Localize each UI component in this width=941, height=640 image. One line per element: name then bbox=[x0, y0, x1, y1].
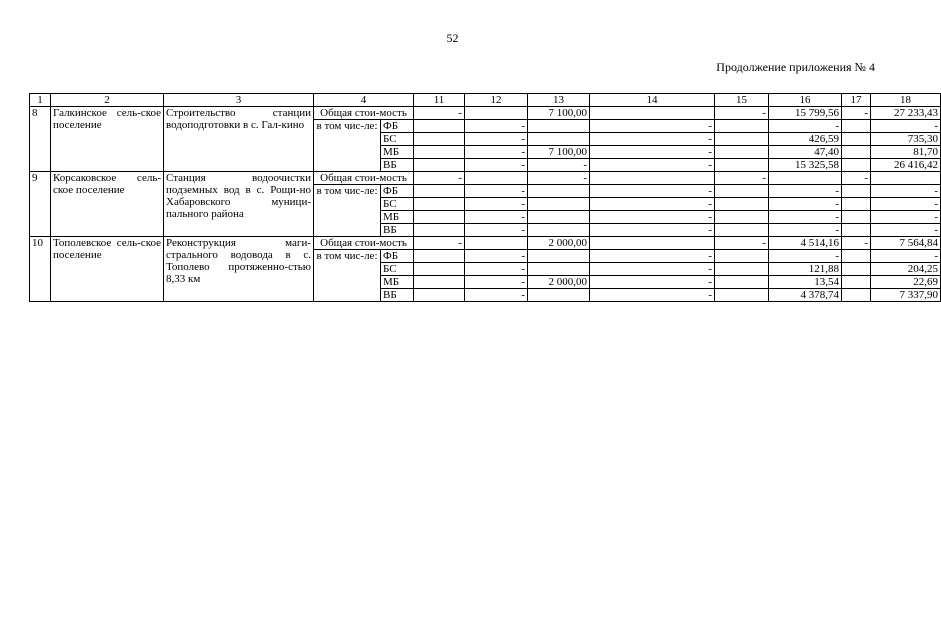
source-label-bs: БС bbox=[381, 263, 414, 276]
value-cell: - bbox=[590, 224, 715, 237]
value-cell: - bbox=[414, 172, 465, 185]
object-name: Станция водоочистки подземных вод в с. Рощи-но Хабаровского муници-пального района bbox=[164, 172, 314, 237]
value-cell bbox=[715, 185, 769, 198]
header-cell: 17 bbox=[842, 94, 871, 107]
value-cell bbox=[414, 146, 465, 159]
value-cell: 13,54 bbox=[769, 276, 842, 289]
value-cell bbox=[414, 159, 465, 172]
value-cell: 2 000,00 bbox=[528, 237, 590, 250]
header-cell: 4 bbox=[314, 94, 414, 107]
value-cell: - bbox=[590, 159, 715, 172]
value-cell: - bbox=[590, 276, 715, 289]
value-cell bbox=[842, 211, 871, 224]
value-cell bbox=[465, 172, 528, 185]
value-cell: - bbox=[715, 107, 769, 120]
value-cell: - bbox=[414, 237, 465, 250]
value-cell: - bbox=[590, 133, 715, 146]
value-cell: - bbox=[769, 120, 842, 133]
value-cell: - bbox=[590, 211, 715, 224]
value-cell: - bbox=[465, 289, 528, 302]
value-cell bbox=[842, 263, 871, 276]
value-cell bbox=[842, 146, 871, 159]
value-cell bbox=[715, 263, 769, 276]
value-cell bbox=[590, 237, 715, 250]
value-cell: 4 378,74 bbox=[769, 289, 842, 302]
value-cell: 7 100,00 bbox=[528, 107, 590, 120]
data-table bbox=[29, 93, 941, 302]
project-number: 10 bbox=[30, 237, 51, 302]
value-cell: - bbox=[590, 263, 715, 276]
value-cell: - bbox=[590, 146, 715, 159]
value-cell bbox=[769, 172, 842, 185]
value-cell: 7 564,84 bbox=[871, 237, 941, 250]
value-cell: - bbox=[769, 185, 842, 198]
value-cell bbox=[842, 159, 871, 172]
value-cell bbox=[414, 289, 465, 302]
value-cell: - bbox=[465, 185, 528, 198]
value-cell: - bbox=[414, 107, 465, 120]
source-label-bs: БС bbox=[381, 133, 414, 146]
source-label-vb: ВБ bbox=[381, 224, 414, 237]
value-cell bbox=[414, 250, 465, 263]
value-cell bbox=[528, 250, 590, 263]
value-cell: - bbox=[465, 120, 528, 133]
settlement-name: Тополевское сель-ское поселение bbox=[51, 237, 164, 302]
value-cell: 204,25 bbox=[871, 263, 941, 276]
value-cell: - bbox=[465, 211, 528, 224]
header-cell: 3 bbox=[164, 94, 314, 107]
value-cell: - bbox=[590, 120, 715, 133]
value-cell: - bbox=[590, 185, 715, 198]
value-cell bbox=[414, 276, 465, 289]
value-cell: - bbox=[769, 198, 842, 211]
value-cell: - bbox=[528, 172, 590, 185]
total-cost-label: Общая стои-мость bbox=[314, 172, 414, 185]
value-cell: 15 799,56 bbox=[769, 107, 842, 120]
value-cell: - bbox=[715, 237, 769, 250]
value-cell: - bbox=[465, 159, 528, 172]
value-cell: - bbox=[465, 198, 528, 211]
value-cell: - bbox=[769, 211, 842, 224]
value-cell: - bbox=[871, 198, 941, 211]
value-cell: - bbox=[871, 211, 941, 224]
settlement-name: Галкинское сель-ское поселение bbox=[51, 107, 164, 172]
value-cell bbox=[715, 224, 769, 237]
value-cell bbox=[528, 289, 590, 302]
value-cell: - bbox=[465, 224, 528, 237]
total-cost-label: Общая стои-мость bbox=[314, 107, 414, 120]
source-label-bs: БС bbox=[381, 198, 414, 211]
including-label: в том чис-ле: bbox=[314, 120, 381, 172]
value-cell: - bbox=[590, 198, 715, 211]
header-cell: 1 bbox=[30, 94, 51, 107]
header-row bbox=[30, 94, 941, 107]
value-cell: 26 416,42 bbox=[871, 159, 941, 172]
value-cell bbox=[842, 250, 871, 263]
object-name: Реконструкция маги-стрального водовода в с. Тополево протяженно-стью 8,33 км bbox=[164, 237, 314, 302]
value-cell bbox=[715, 133, 769, 146]
value-cell bbox=[414, 120, 465, 133]
value-cell: 27 233,43 bbox=[871, 107, 941, 120]
project-row-total bbox=[30, 237, 941, 250]
value-cell bbox=[842, 133, 871, 146]
appendix-note: Продолжение приложения № 4 bbox=[716, 60, 875, 74]
value-cell bbox=[528, 224, 590, 237]
header-cell: 13 bbox=[528, 94, 590, 107]
value-cell: 15 325,58 bbox=[769, 159, 842, 172]
value-cell: - bbox=[465, 250, 528, 263]
value-cell bbox=[414, 198, 465, 211]
value-cell bbox=[528, 120, 590, 133]
value-cell bbox=[414, 185, 465, 198]
value-cell bbox=[528, 185, 590, 198]
source-label-mb: МБ bbox=[381, 211, 414, 224]
value-cell bbox=[715, 250, 769, 263]
value-cell bbox=[465, 237, 528, 250]
project-number: 8 bbox=[30, 107, 51, 172]
including-label: в том чис-ле: bbox=[314, 185, 381, 237]
value-cell bbox=[528, 263, 590, 276]
value-cell: 47,40 bbox=[769, 146, 842, 159]
project-number: 9 bbox=[30, 172, 51, 237]
source-label-vb: ВБ bbox=[381, 159, 414, 172]
including-label: в том чис-ле: bbox=[314, 250, 381, 302]
value-cell bbox=[528, 211, 590, 224]
value-cell bbox=[528, 198, 590, 211]
value-cell: - bbox=[590, 289, 715, 302]
value-cell bbox=[842, 120, 871, 133]
value-cell: - bbox=[465, 276, 528, 289]
value-cell bbox=[715, 159, 769, 172]
value-cell bbox=[842, 276, 871, 289]
value-cell: 7 100,00 bbox=[528, 146, 590, 159]
value-cell bbox=[414, 133, 465, 146]
value-cell: - bbox=[715, 172, 769, 185]
value-cell: - bbox=[842, 237, 871, 250]
header-cell: 2 bbox=[51, 94, 164, 107]
page-number: 52 bbox=[446, 31, 459, 45]
value-cell: 22,69 bbox=[871, 276, 941, 289]
value-cell: - bbox=[842, 107, 871, 120]
value-cell bbox=[715, 276, 769, 289]
value-cell bbox=[414, 263, 465, 276]
value-cell: - bbox=[769, 224, 842, 237]
value-cell bbox=[871, 172, 941, 185]
value-cell: 4 514,16 bbox=[769, 237, 842, 250]
value-cell: 426,59 bbox=[769, 133, 842, 146]
header-cell: 15 bbox=[715, 94, 769, 107]
header-cell: 16 bbox=[769, 94, 842, 107]
settlement-name: Корсаковское сель-ское поселение bbox=[51, 172, 164, 237]
table-body bbox=[30, 94, 941, 302]
header-cell: 14 bbox=[590, 94, 715, 107]
source-label-vb: ВБ bbox=[381, 289, 414, 302]
value-cell: - bbox=[871, 250, 941, 263]
source-label-fb: ФБ bbox=[381, 120, 414, 133]
value-cell: - bbox=[871, 185, 941, 198]
total-cost-label: Общая стои-мость bbox=[314, 237, 414, 250]
value-cell: - bbox=[465, 263, 528, 276]
header-cell: 11 bbox=[414, 94, 465, 107]
value-cell: - bbox=[590, 250, 715, 263]
project-row-total bbox=[30, 107, 941, 120]
value-cell: - bbox=[465, 146, 528, 159]
object-name: Строительство станции водоподготовки в с. Гал-кино bbox=[164, 107, 314, 172]
value-cell: 2 000,00 bbox=[528, 276, 590, 289]
value-cell bbox=[590, 107, 715, 120]
source-label-mb: МБ bbox=[381, 276, 414, 289]
value-cell bbox=[528, 133, 590, 146]
value-cell: - bbox=[528, 159, 590, 172]
value-cell: - bbox=[871, 120, 941, 133]
value-cell bbox=[842, 289, 871, 302]
value-cell bbox=[715, 211, 769, 224]
value-cell: 7 337,90 bbox=[871, 289, 941, 302]
value-cell: - bbox=[842, 172, 871, 185]
value-cell bbox=[715, 120, 769, 133]
value-cell: 735,30 bbox=[871, 133, 941, 146]
value-cell bbox=[715, 289, 769, 302]
value-cell bbox=[842, 198, 871, 211]
project-row-total bbox=[30, 172, 941, 185]
value-cell: 121,88 bbox=[769, 263, 842, 276]
value-cell bbox=[590, 172, 715, 185]
value-cell: - bbox=[465, 133, 528, 146]
source-label-mb: МБ bbox=[381, 146, 414, 159]
value-cell bbox=[414, 211, 465, 224]
header-cell: 18 bbox=[871, 94, 941, 107]
value-cell: - bbox=[769, 250, 842, 263]
value-cell bbox=[842, 185, 871, 198]
value-cell bbox=[842, 224, 871, 237]
value-cell bbox=[465, 107, 528, 120]
source-label-fb: ФБ bbox=[381, 185, 414, 198]
source-label-fb: ФБ bbox=[381, 250, 414, 263]
value-cell bbox=[715, 146, 769, 159]
value-cell: 81,70 bbox=[871, 146, 941, 159]
value-cell bbox=[715, 198, 769, 211]
value-cell bbox=[414, 224, 465, 237]
header-cell: 12 bbox=[465, 94, 528, 107]
value-cell: - bbox=[871, 224, 941, 237]
